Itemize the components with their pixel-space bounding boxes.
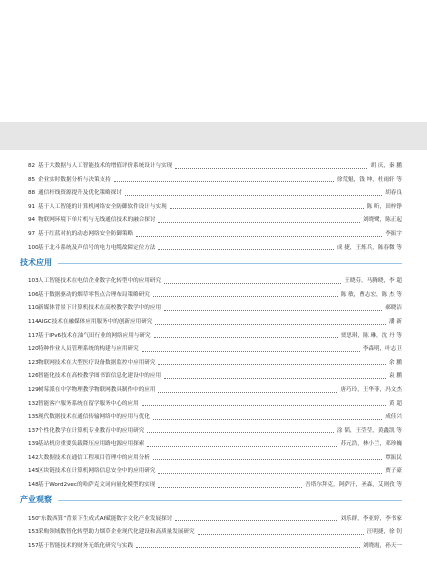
article-title[interactable]: 特种作业人员管理系统的构建与应用研究: [38, 346, 139, 353]
toc-entry[interactable]: [28, 475, 402, 489]
page-number: 91: [28, 203, 36, 210]
dot-leader: [158, 364, 386, 365]
page-number: 139: [28, 441, 39, 448]
dot-leader: [142, 405, 386, 406]
dot-leader: [158, 392, 337, 393]
page-number: 88: [28, 190, 36, 197]
page-number: 135: [28, 414, 39, 421]
article-authors: 苏元浩，林小兰，邓珍巍: [340, 441, 402, 448]
page-number: 129: [28, 386, 39, 393]
toc-entry[interactable]: [28, 522, 402, 536]
article-authors: 郝晓洁: [385, 305, 402, 312]
article-authors: 徐荒魁，钱 坤，杜雨轩 等: [336, 176, 402, 183]
article-authors: 潘 新: [389, 318, 402, 325]
section-header: [20, 491, 402, 509]
page-number: 106: [28, 291, 39, 298]
article-authors: 李振宇: [385, 230, 402, 237]
toc-entry[interactable]: [28, 183, 402, 197]
article-title[interactable]: 个性化教学在计算机专业教育中的应用研究: [38, 427, 145, 434]
article-authors: 唐巧玲，王华菲，冯文杰: [340, 386, 402, 393]
page-number: 85: [28, 176, 36, 183]
article-title[interactable]: 基于数据驱动的烟草零售点合理布局策略研究: [38, 291, 150, 298]
article-title[interactable]: 树莓派在中学物理教学物联网教具制作中的应用: [38, 386, 156, 393]
dot-leader: [155, 324, 386, 325]
dot-leader: [170, 208, 364, 209]
dot-leader: [158, 222, 359, 223]
dot-leader: [164, 283, 341, 284]
article-authors: 刘晓霞，孙天一: [362, 542, 402, 549]
article-authors: 涂 韬，王莹莹，黄鑫凯 等: [336, 427, 402, 434]
dot-leader: [153, 419, 382, 420]
dot-leader: [158, 473, 382, 474]
article-title[interactable]: 智能化技术在高校教学图书馆信息化建设中的应用: [38, 373, 162, 380]
article-title[interactable]: 物联网环境下单片机与无线通信技术的融合探讨: [38, 217, 156, 224]
dot-leader: [147, 446, 337, 447]
article-authors: 贾子豪: [385, 468, 402, 475]
article-title[interactable]: 物联网技术在大型医疗设备数据监控中应用研究: [38, 359, 156, 366]
article-authors: 吾塔尔拜克，阿萨汗，圣森，艾则孜 等: [305, 482, 402, 489]
dot-leader: [164, 310, 382, 311]
toc-entry[interactable]: [28, 536, 402, 550]
toc-entry[interactable]: [28, 407, 402, 421]
article-title[interactable]: 智能客户服务系统在留学服务中心的应用: [38, 400, 139, 407]
article-title[interactable]: 通信杆线资源提升及优化策略探讨: [38, 190, 122, 197]
article-authors: 覃振民: [385, 454, 402, 461]
article-title[interactable]: 采购领域数智化转型助力烟草企业现代化建设和高质量发展研究: [38, 529, 195, 536]
article-title[interactable]: 新媒体背景下计算机技术在高校教学数学中的应用: [38, 305, 162, 312]
article-authors: 王晓芬，马腾晓，李 超: [344, 278, 402, 285]
dot-leader: [158, 249, 333, 250]
article-title[interactable]: 大数据技术在通信工程项目管理中的应用分析: [38, 454, 150, 461]
article-authors: 余 鹏: [389, 359, 402, 366]
article-title[interactable]: 现代数据技术在通信传输网络中的应用与优化: [38, 414, 150, 421]
article-authors: 李森明，叶志卫: [362, 346, 402, 353]
page-number: 100: [28, 244, 39, 251]
page-number: 153: [28, 529, 39, 536]
toc-entry[interactable]: [28, 238, 402, 252]
article-title[interactable]: “东数西算”背景下生成式AI赋能数字文化产业发展探讨: [38, 515, 173, 522]
section-title: 产业观察: [20, 495, 52, 505]
article-authors: 陈 敏，曹志宏，陈 杰 等: [340, 291, 402, 298]
toc-entry[interactable]: [28, 461, 402, 475]
article-title[interactable]: 人工智能技术在电信企业数字化转型中的应用研究: [38, 278, 162, 285]
article-authors: 汪明捷，徐 钊: [366, 529, 402, 536]
article-title[interactable]: 基站机房重要负载降压应用路电源应用探索: [38, 441, 145, 448]
toc-entry[interactable]: [28, 353, 402, 367]
page-number: 103: [28, 278, 39, 285]
article-title[interactable]: 基于红蓝对抗的动态网络安全防御策略: [38, 230, 134, 237]
dot-leader: [175, 168, 367, 169]
dot-leader: [136, 236, 382, 237]
toc-entry[interactable]: [28, 394, 402, 408]
page-number: 97: [28, 230, 36, 237]
section-title: 技术应用: [20, 257, 52, 267]
toc-entry[interactable]: [28, 271, 402, 285]
toc-entry[interactable]: [28, 285, 402, 299]
article-authors: 贾思琪，陈 琳，沈 丹 等: [340, 332, 402, 339]
table-of-contents: [20, 156, 402, 549]
article-title[interactable]: 基于大数据与人工智能技术的增值评价系统设计与实现: [38, 163, 173, 169]
toc-entry[interactable]: [28, 421, 402, 435]
article-authors: 刘晓鹭，陈正起: [362, 217, 402, 224]
toc-entry[interactable]: [28, 197, 402, 211]
page-number: 94: [28, 217, 36, 224]
toc-entry[interactable]: [28, 224, 402, 238]
dot-leader: [175, 520, 337, 521]
article-title[interactable]: 基于北斗系统及声信号的电力电缆故障定位方法: [38, 244, 156, 251]
toc-entry[interactable]: [28, 339, 402, 353]
page-number: 117: [28, 332, 39, 339]
toc-entry[interactable]: [28, 380, 402, 394]
article-authors: 刘乐群，李亚婷，李书家: [340, 515, 402, 522]
article-authors: 袁 鹏: [389, 373, 402, 380]
dot-leader: [198, 534, 364, 535]
dot-leader: [153, 459, 382, 460]
toc-entry[interactable]: [28, 156, 402, 170]
section-header: [20, 253, 402, 271]
toc-entry[interactable]: [28, 366, 402, 380]
toc-entry[interactable]: [28, 210, 402, 224]
toc-entry[interactable]: [28, 509, 402, 523]
article-title[interactable]: 区块链技术在计算机网络信息安全中的应用研究: [38, 468, 156, 475]
page-number: 123: [28, 359, 39, 366]
page-number: 114: [28, 318, 39, 325]
page-number: 137: [28, 427, 39, 434]
article-title[interactable]: 基于人工智能的计算机网络安全防御软件设计与实现: [38, 203, 167, 210]
article-title[interactable]: AIGC技术在融媒体应用服务中的创新应用研究: [38, 318, 153, 325]
dot-leader: [136, 547, 360, 548]
article-authors: 陈 昕，田梓铮: [366, 203, 402, 210]
page-number: 110: [28, 305, 39, 312]
dot-leader: [153, 296, 338, 297]
page-number: 132: [28, 400, 39, 407]
page-number: 82: [28, 163, 36, 169]
dot-leader: [158, 487, 302, 488]
page-number: 150: [28, 515, 39, 522]
dot-leader: [142, 351, 360, 352]
article-authors: 成 捷，王炼兵，陈春微 等: [336, 244, 402, 251]
toc-entry[interactable]: [28, 448, 402, 462]
page-number: 148: [28, 482, 39, 489]
toc-entry[interactable]: [28, 298, 402, 312]
toc-entry[interactable]: [28, 434, 402, 448]
toc-entry[interactable]: [28, 312, 402, 326]
article-authors: 成佳兴: [385, 414, 402, 421]
page-number: 120: [28, 346, 39, 353]
dot-leader: [147, 432, 334, 433]
dot-leader: [125, 195, 382, 196]
dot-leader: [164, 378, 386, 379]
article-authors: 黄 超: [389, 400, 402, 407]
page-number: 145: [28, 468, 39, 475]
article-title[interactable]: 基于Word2vec的哈萨克文词向量化模型的实现: [38, 482, 156, 489]
article-authors: 胡春良: [385, 190, 402, 197]
section-rule: [58, 500, 402, 501]
page-number: 142: [28, 454, 39, 461]
header-band: [0, 122, 427, 150]
section-rule: [58, 263, 402, 264]
dot-leader: [154, 337, 338, 338]
page-number: 126: [28, 373, 39, 380]
article-title[interactable]: 基于IPv6技术在油气田行业的网络应用与研究: [38, 332, 151, 339]
toc-entry[interactable]: [28, 170, 402, 184]
article-title[interactable]: 基于智能技术的财务无纸化研究与实践: [38, 542, 134, 549]
toc-entry[interactable]: [28, 326, 402, 340]
page-number: 157: [28, 542, 39, 549]
dot-leader: [114, 181, 334, 182]
article-authors: 胡 庆，秦 鹏: [370, 163, 402, 169]
article-title[interactable]: 企业实时数据分析与决策支持: [38, 176, 111, 183]
